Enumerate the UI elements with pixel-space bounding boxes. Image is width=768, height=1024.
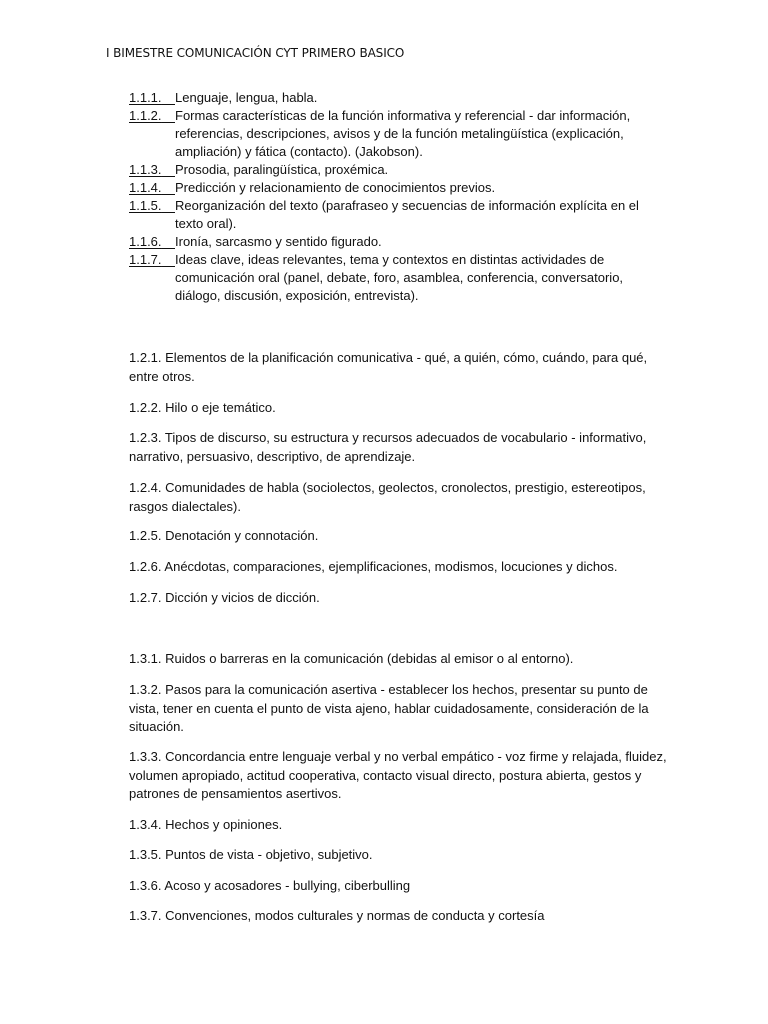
outline-text: Ideas clave, ideas relevantes, tema y contextos en distintas actividades de comunicación oral (panel, debate, foro, asamblea, conferencia, conversatorio, diálogo, discusión, exposición, entrevista). <box>175 252 624 303</box>
outline-number: 1.1.4. <box>129 180 162 195</box>
outline-text: Lenguaje, lengua, habla. <box>175 90 318 105</box>
paragraph-1-2-1: 1.2.1. Elementos de la planificación comunicativa - qué, a quién, cómo, cuándo, para qué, entre otros. <box>129 350 648 384</box>
paragraph-1-2-5: 1.2.5. Denotación y connotación. <box>129 528 319 543</box>
paragraph-1-2-6: 1.2.6. Anécdotas, comparaciones, ejemplificaciones, modismos, locuciones y dichos. <box>129 559 618 574</box>
outline-number: 1.1.6. <box>129 234 162 249</box>
outline-number: 1.1.3. <box>129 162 162 177</box>
outline-item-1-1-2 <box>129 107 669 161</box>
document-header: I BIMESTRE COMUNICACIÓN CYT PRIMERO BASICO <box>106 46 405 60</box>
outline-text: Prosodia, paralingüística, proxémica. <box>175 162 389 177</box>
outline-number: 1.1.2. <box>129 108 162 123</box>
paragraph-1-3-4: 1.3.4. Hechos y opiniones. <box>129 817 283 832</box>
outline-item-1-1-3 <box>129 161 669 179</box>
outline-number: 1.1.5. <box>129 198 162 213</box>
outline-item-1-1-7 <box>129 251 669 305</box>
outline-text: Formas características de la función informativa y referencial - dar información, referencias, descripciones, avisos y de la función metalingüística (explicación, ampliación) y fática (contacto). (Jakobson). <box>175 108 631 159</box>
paragraph-1-2-7: 1.2.7. Dicción y vicios de dicción. <box>129 590 320 605</box>
paragraph-1-3-2: 1.3.2. Pasos para la comunicación asertiva - establecer los hechos, presentar su punto de vista, tener en cuenta el punto de vista ajeno, hablar cuidadosamente, consideración de la situación. <box>129 682 649 734</box>
outline-number: 1.1.7. <box>129 252 162 267</box>
paragraph-1-3-3: 1.3.3. Concordancia entre lenguaje verbal y no verbal empático - voz firme y relajada, fluidez, volumen apropiado, actitud cooperativa, contacto visual directo, postura abierta, gestos y patrones de pensamientos asertivos. <box>129 749 667 801</box>
paragraph-1-3-7: 1.3.7. Convenciones, modos culturales y normas de conducta y cortesía <box>129 908 545 923</box>
paragraph-1-2-3: 1.2.3. Tipos de discurso, su estructura y recursos adecuados de vocabulario - informativo, narrativo, persuasivo, descriptivo, de aprendizaje. <box>129 430 647 464</box>
outline-text: Reorganización del texto (parafraseo y secuencias de información explícita en el texto oral). <box>175 198 639 231</box>
outline-number: 1.1.1. <box>129 90 162 105</box>
paragraph-1-2-4: 1.2.4. Comunidades de habla (sociolectos, geolectos, cronolectos, prestigio, estereotipos, rasgos dialectales). <box>129 480 646 514</box>
outline-item-1-1-5 <box>129 197 669 233</box>
paragraph-1-3-5: 1.3.5. Puntos de vista - objetivo, subjetivo. <box>129 847 373 862</box>
section-1-outline <box>129 89 669 305</box>
outline-item-1-1-4 <box>129 179 669 197</box>
outline-text: Predicción y relacionamiento de conocimientos previos. <box>175 180 496 195</box>
paragraph-1-2-2: 1.2.2. Hilo o eje temático. <box>129 400 276 415</box>
paragraph-1-3-6: 1.3.6. Acoso y acosadores - bullying, ciberbulling <box>129 878 411 893</box>
outline-text: Ironía, sarcasmo y sentido figurado. <box>175 234 382 249</box>
outline-item-1-1-1 <box>129 89 669 107</box>
outline-item-1-1-6 <box>129 233 669 251</box>
paragraph-1-3-1: 1.3.1. Ruidos o barreras en la comunicación (debidas al emisor o al entorno). <box>129 651 574 666</box>
